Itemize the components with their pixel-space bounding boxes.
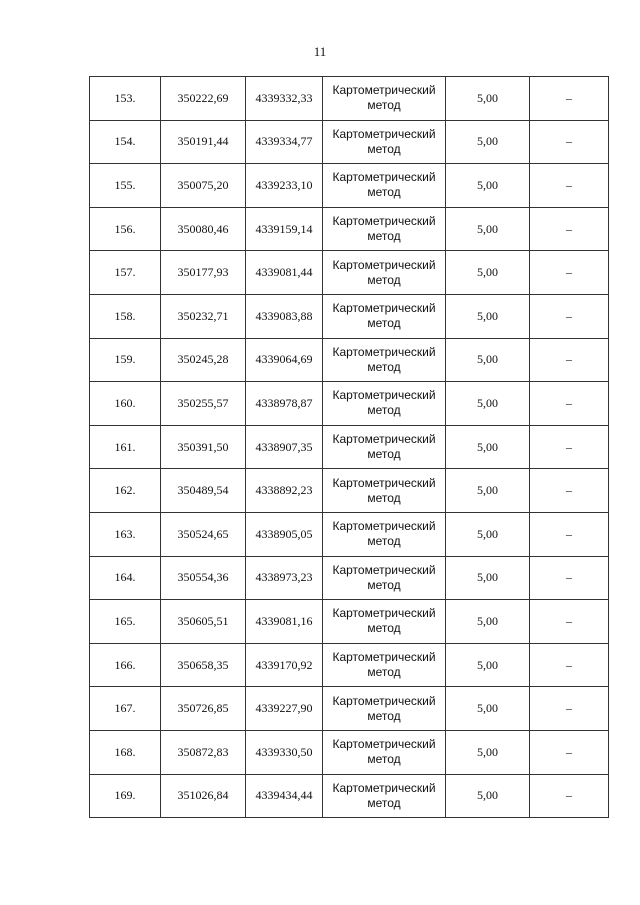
method-cell xyxy=(323,730,446,774)
table-row xyxy=(90,730,609,774)
method-cell xyxy=(323,120,446,164)
method-line-1: Картометрический xyxy=(332,737,436,752)
accuracy-cell: 5,00 xyxy=(446,469,530,513)
method-cell xyxy=(323,294,446,338)
note-cell: – xyxy=(530,120,609,164)
y-coordinate-cell: 4339159,14 xyxy=(246,207,323,251)
point-number-cell: 163. xyxy=(90,512,161,556)
method-line-2: метод xyxy=(367,708,401,723)
point-number-cell: 167. xyxy=(90,687,161,731)
x-coordinate-cell: 350245,28 xyxy=(161,338,246,382)
table-row xyxy=(90,251,609,295)
method-cell xyxy=(323,251,446,295)
method-line-1: Картометрический xyxy=(332,257,436,272)
accuracy-cell: 5,00 xyxy=(446,600,530,644)
table-row xyxy=(90,687,609,731)
x-coordinate-cell: 350222,69 xyxy=(161,77,246,121)
method-line-2: метод xyxy=(367,98,401,113)
table-row xyxy=(90,164,609,208)
method-line-2: метод xyxy=(367,577,401,592)
method-line-1: Картометрический xyxy=(332,301,436,316)
method-cell xyxy=(323,338,446,382)
note-cell: – xyxy=(530,730,609,774)
method-line-2: метод xyxy=(367,229,401,244)
accuracy-cell: 5,00 xyxy=(446,294,530,338)
point-number-cell: 153. xyxy=(90,77,161,121)
x-coordinate-cell: 350872,83 xyxy=(161,730,246,774)
y-coordinate-cell: 4339083,88 xyxy=(246,294,323,338)
point-number-cell: 157. xyxy=(90,251,161,295)
x-coordinate-cell: 350658,35 xyxy=(161,643,246,687)
table-row xyxy=(90,382,609,426)
table-row xyxy=(90,207,609,251)
note-cell: – xyxy=(530,469,609,513)
method-line-1: Картометрический xyxy=(332,83,436,98)
x-coordinate-cell: 350726,85 xyxy=(161,687,246,731)
point-number-cell: 155. xyxy=(90,164,161,208)
method-line-2: метод xyxy=(367,359,401,374)
method-line-1: Картометрический xyxy=(332,519,436,534)
method-cell xyxy=(323,425,446,469)
note-cell: – xyxy=(530,600,609,644)
method-line-1: Картометрический xyxy=(332,562,436,577)
x-coordinate-cell: 350605,51 xyxy=(161,600,246,644)
method-line-1: Картометрический xyxy=(332,170,436,185)
method-line-2: метод xyxy=(367,447,401,462)
y-coordinate-cell: 4339233,10 xyxy=(246,164,323,208)
y-coordinate-cell: 4339081,16 xyxy=(246,600,323,644)
x-coordinate-cell: 351026,84 xyxy=(161,774,246,818)
note-cell: – xyxy=(530,294,609,338)
method-line-1: Картометрический xyxy=(332,780,436,795)
y-coordinate-cell: 4338978,87 xyxy=(246,382,323,426)
table-row xyxy=(90,643,609,687)
accuracy-cell: 5,00 xyxy=(446,382,530,426)
x-coordinate-cell: 350524,65 xyxy=(161,512,246,556)
method-line-2: метод xyxy=(367,272,401,287)
table-row xyxy=(90,77,609,121)
point-number-cell: 165. xyxy=(90,600,161,644)
point-number-cell: 166. xyxy=(90,643,161,687)
method-cell xyxy=(323,556,446,600)
x-coordinate-cell: 350080,46 xyxy=(161,207,246,251)
note-cell: – xyxy=(530,164,609,208)
note-cell: – xyxy=(530,338,609,382)
table-row xyxy=(90,774,609,818)
method-line-2: метод xyxy=(367,621,401,636)
accuracy-cell: 5,00 xyxy=(446,774,530,818)
coordinates-table-body xyxy=(90,77,609,818)
method-cell xyxy=(323,600,446,644)
method-line-2: метод xyxy=(367,534,401,549)
x-coordinate-cell: 350391,50 xyxy=(161,425,246,469)
accuracy-cell: 5,00 xyxy=(446,425,530,469)
note-cell: – xyxy=(530,382,609,426)
page-number: 11 xyxy=(313,44,327,59)
method-line-1: Картометрический xyxy=(332,214,436,229)
y-coordinate-cell: 4339434,44 xyxy=(246,774,323,818)
x-coordinate-cell: 350191,44 xyxy=(161,120,246,164)
method-cell xyxy=(323,687,446,731)
method-line-2: метод xyxy=(367,185,401,200)
y-coordinate-cell: 4338973,23 xyxy=(246,556,323,600)
x-coordinate-cell: 350489,54 xyxy=(161,469,246,513)
method-line-2: метод xyxy=(367,316,401,331)
note-cell: – xyxy=(530,774,609,818)
accuracy-cell: 5,00 xyxy=(446,643,530,687)
table-row xyxy=(90,120,609,164)
method-line-2: метод xyxy=(367,490,401,505)
method-cell xyxy=(323,512,446,556)
table-row xyxy=(90,425,609,469)
method-cell xyxy=(323,207,446,251)
note-cell: – xyxy=(530,251,609,295)
x-coordinate-cell: 350255,57 xyxy=(161,382,246,426)
point-number-cell: 160. xyxy=(90,382,161,426)
method-line-1: Картометрический xyxy=(332,693,436,708)
method-cell xyxy=(323,469,446,513)
accuracy-cell: 5,00 xyxy=(446,730,530,774)
accuracy-cell: 5,00 xyxy=(446,251,530,295)
method-cell xyxy=(323,77,446,121)
point-number-cell: 156. xyxy=(90,207,161,251)
accuracy-cell: 5,00 xyxy=(446,556,530,600)
note-cell: – xyxy=(530,687,609,731)
x-coordinate-cell: 350232,71 xyxy=(161,294,246,338)
accuracy-cell: 5,00 xyxy=(446,687,530,731)
point-number-cell: 159. xyxy=(90,338,161,382)
method-line-2: метод xyxy=(367,141,401,156)
method-cell xyxy=(323,774,446,818)
method-line-2: метод xyxy=(367,403,401,418)
table-row xyxy=(90,469,609,513)
note-cell: – xyxy=(530,512,609,556)
y-coordinate-cell: 4339332,33 xyxy=(246,77,323,121)
method-cell xyxy=(323,164,446,208)
note-cell: – xyxy=(530,425,609,469)
point-number-cell: 158. xyxy=(90,294,161,338)
method-line-1: Картометрический xyxy=(332,344,436,359)
point-number-cell: 164. xyxy=(90,556,161,600)
point-number-cell: 162. xyxy=(90,469,161,513)
table-row xyxy=(90,512,609,556)
point-number-cell: 169. xyxy=(90,774,161,818)
method-cell xyxy=(323,382,446,426)
x-coordinate-cell: 350075,20 xyxy=(161,164,246,208)
point-number-cell: 161. xyxy=(90,425,161,469)
x-coordinate-cell: 350554,36 xyxy=(161,556,246,600)
method-line-1: Картометрический xyxy=(332,650,436,665)
method-line-1: Картометрический xyxy=(332,432,436,447)
method-line-2: метод xyxy=(367,752,401,767)
y-coordinate-cell: 4339334,77 xyxy=(246,120,323,164)
accuracy-cell: 5,00 xyxy=(446,120,530,164)
method-line-1: Картометрический xyxy=(332,126,436,141)
y-coordinate-cell: 4338892,23 xyxy=(246,469,323,513)
accuracy-cell: 5,00 xyxy=(446,512,530,556)
method-line-2: метод xyxy=(367,665,401,680)
y-coordinate-cell: 4338905,05 xyxy=(246,512,323,556)
y-coordinate-cell: 4339330,50 xyxy=(246,730,323,774)
point-number-cell: 168. xyxy=(90,730,161,774)
note-cell: – xyxy=(530,77,609,121)
y-coordinate-cell: 4339064,69 xyxy=(246,338,323,382)
point-number-cell: 154. xyxy=(90,120,161,164)
method-line-1: Картометрический xyxy=(332,475,436,490)
accuracy-cell: 5,00 xyxy=(446,77,530,121)
x-coordinate-cell: 350177,93 xyxy=(161,251,246,295)
accuracy-cell: 5,00 xyxy=(446,207,530,251)
table-row xyxy=(90,338,609,382)
coordinates-table xyxy=(89,76,609,818)
y-coordinate-cell: 4339170,92 xyxy=(246,643,323,687)
method-cell xyxy=(323,643,446,687)
y-coordinate-cell: 4339227,90 xyxy=(246,687,323,731)
table-row xyxy=(90,294,609,338)
method-line-1: Картометрический xyxy=(332,606,436,621)
method-line-1: Картометрический xyxy=(332,388,436,403)
table-row xyxy=(90,600,609,644)
method-line-2: метод xyxy=(367,795,401,810)
accuracy-cell: 5,00 xyxy=(446,164,530,208)
note-cell: – xyxy=(530,556,609,600)
note-cell: – xyxy=(530,643,609,687)
y-coordinate-cell: 4339081,44 xyxy=(246,251,323,295)
y-coordinate-cell: 4338907,35 xyxy=(246,425,323,469)
note-cell: – xyxy=(530,207,609,251)
accuracy-cell: 5,00 xyxy=(446,338,530,382)
table-row xyxy=(90,556,609,600)
